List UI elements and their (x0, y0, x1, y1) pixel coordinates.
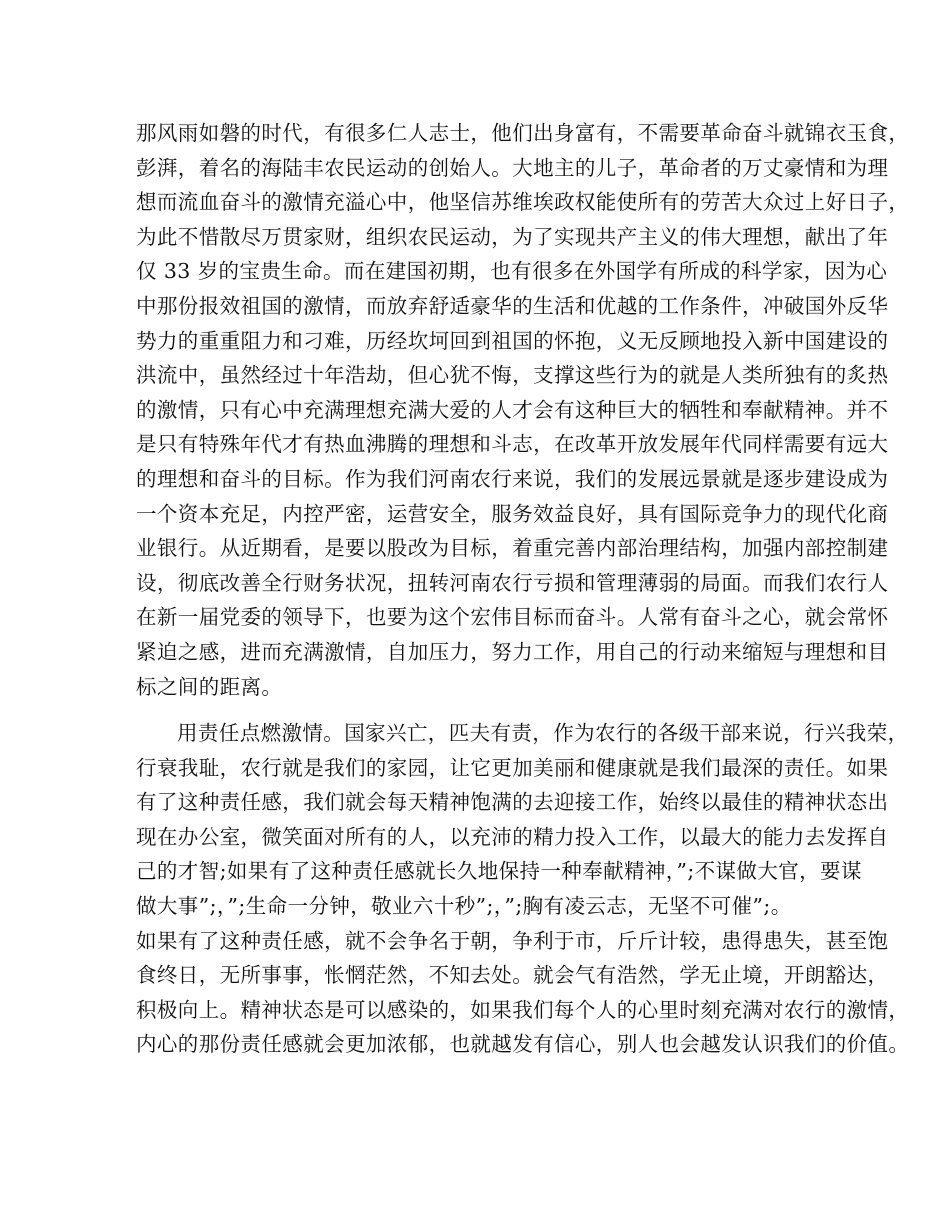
text-line: 标之间的距离。 (136, 674, 283, 699)
text-line: 一个资本充足，内控严密，运营安全，服务效益良好，具有国际竞争力的现代化商 (136, 501, 889, 526)
text-line: 积极向上。精神状态是可以感染的，如果我们每个人的心里时刻充满对农行的激情， (136, 997, 910, 1022)
text-line: 做大事”;，”;生命一分钟，敬业六十秒”;，”;胸有凌云志，无坚不可催”;。 (136, 894, 792, 919)
paragraph (136, 116, 910, 704)
text-line: 势力的重重阻力和刁难，历经坎坷回到祖国的怀抱，义无反顾地投入新中国建设的 (136, 328, 889, 353)
text-line: 为此不惜散尽万贯家财，组织农民运动，为了实现共产主义的伟大理想，献出了年 (136, 224, 889, 249)
text-line: 用责任点燃激情。国家兴亡，匹夫有责，作为农行的各级干部来说，行兴我荣， (177, 721, 909, 746)
text-line: 想而流血奋斗的激情充溢心中，他坚信苏维埃政权能使所有的劳苦大众过上好日子， (136, 190, 910, 215)
text-line: 紧迫之感，进而充满激情，自加压力，努力工作，用自己的行动来缩短与理想和目 (136, 639, 889, 664)
text-line: 在新一届党委的领导下，也要为这个宏伟目标而奋斗。人常有奋斗之心，就会常怀 (136, 605, 889, 630)
text-line: 己的才智;如果有了这种责任感就长久地保持一种奉献精神，”;不谋做大官，要谋 (136, 859, 862, 884)
text-line: 现在办公室，微笑面对所有的人，以充沛的精力投入工作，以最大的能力去发挥自 (136, 824, 889, 849)
text-line: 仅 33 岁的宝贵生命。而在建国初期，也有很多在外国学有所成的科学家，因为心 (136, 259, 888, 284)
paragraph-spacer (136, 704, 826, 716)
text-line: 洪流中，虽然经过十年浩劫，但心犹不悔，支撑这些行为的就是人类所独有的炙热 (136, 363, 889, 388)
text-line: 的理想和奋斗的目标。作为我们河南农行来说，我们的发展远景就是逐步建设成为 (136, 466, 889, 491)
document-body (136, 116, 910, 1062)
text-line: 中那份报效祖国的激情，而放弃舒适豪华的生活和优越的工作条件，冲破国外反华 (136, 293, 889, 318)
text-line: 那风雨如磐的时代，有很多仁人志士，他们出身富有，不需要革命奋斗就锦衣玉食， (136, 121, 910, 145)
paragraph (136, 716, 910, 1062)
text-line: 是只有特殊年代才有热血沸腾的理想和斗志，在改革开放发展年代同样需要有远大 (136, 432, 889, 457)
text-line: 内心的那份责任感就会更加浓郁，也就越发有信心，别人也会越发认识我们的价值。 (136, 1032, 910, 1057)
text-line: 如果有了这种责任感，就不会争名于朝，争利于市，斤斤计较，患得患失，甚至饱 (136, 928, 889, 953)
text-line: 业银行。从近期看，是要以股改为目标，着重完善内部治理结构，加强内部控制建 (136, 536, 889, 561)
text-line: 设，彻底改善全行财务状况，扭转河南农行亏损和管理薄弱的局面。而我们农行人 (136, 570, 889, 595)
text-line: 食终日，无所事事，怅惘茫然，不知去处。就会气有浩然，学无止境，开朗豁达， (136, 963, 889, 988)
text-line: 有了这种责任感，我们就会每天精神饱满的去迎接工作，始终以最佳的精神状态出 (136, 790, 889, 815)
text-line: 行衰我耻，农行就是我们的家园，让它更加美丽和健康就是我们最深的责任。如果 (136, 755, 889, 780)
text-line: 彭湃，着名的海陆丰农民运动的创始人。大地主的儿子，革命者的万丈豪情和为理 (136, 155, 889, 180)
text-line: 的激情，只有心中充满理想充满大爱的人才会有这种巨大的牺牲和奉献精神。并不 (136, 397, 889, 422)
